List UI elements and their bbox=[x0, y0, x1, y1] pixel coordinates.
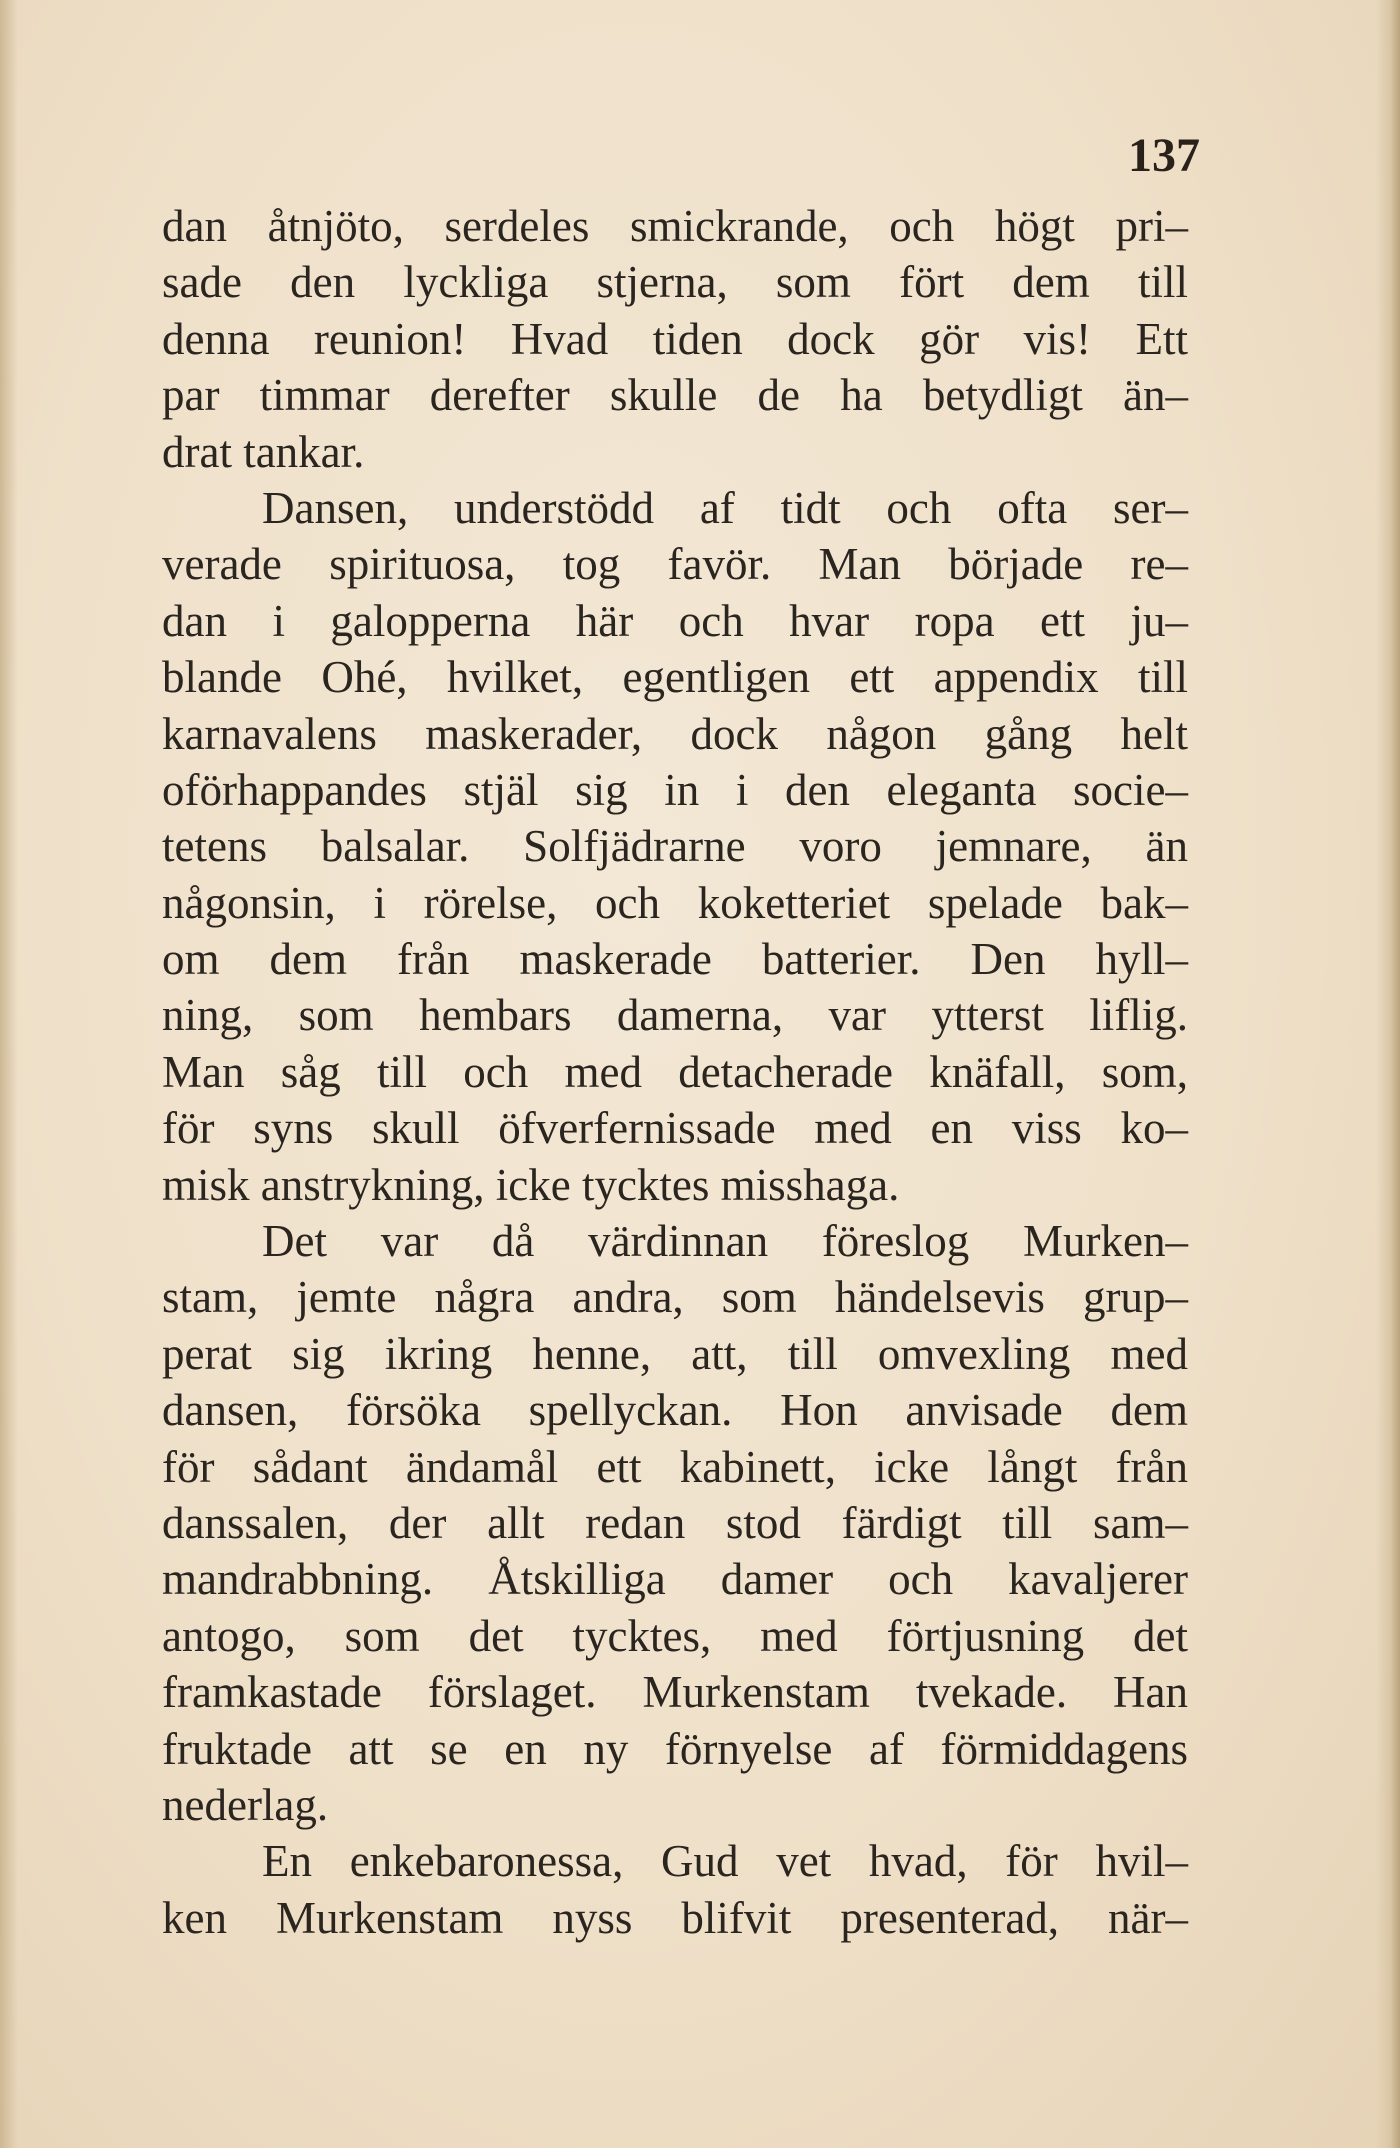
page-number: 137 bbox=[1128, 129, 1200, 182]
text-line: dansen, försöka spellyckan. Hon anvisade dem bbox=[162, 1385, 1188, 1436]
text-line: danssalen, der allt redan stod färdigt till sam– bbox=[162, 1497, 1188, 1548]
text-line: ning, som hembars damerna, var ytterst liflig. bbox=[162, 990, 1188, 1041]
text-line: stam, jemte några andra, som händelsevis grup– bbox=[162, 1272, 1188, 1323]
text-line: mandrabbning. Åtskilliga damer och kavaljerer bbox=[162, 1554, 1188, 1605]
text-line: för syns skull öfverfernissade med en viss ko– bbox=[162, 1103, 1188, 1154]
text-line: par timmar derefter skulle de ha betydligt än– bbox=[162, 370, 1188, 421]
text-line: verade spirituosa, tog favör. Man började re– bbox=[162, 539, 1188, 590]
page-edge-right bbox=[1376, 0, 1400, 2148]
text-line: framkastade förslaget. Murkenstam tvekade. Han bbox=[162, 1667, 1188, 1718]
text-line: Dansen, understödd af tidt och ofta ser– bbox=[262, 482, 1188, 533]
text-line: tetens balsalar. Solfjädrarne voro jemnare, än bbox=[162, 821, 1188, 872]
text-line: Det var då värdinnan föreslog Murken– bbox=[262, 1216, 1188, 1267]
body-text bbox=[162, 198, 1188, 1946]
text-line: fruktade att se en ny förnyelse af förmiddagens bbox=[162, 1723, 1188, 1774]
text-line: någonsin, i rörelse, och koketteriet spelade bak– bbox=[162, 877, 1188, 928]
text-line: drat tankar. bbox=[162, 426, 365, 477]
text-line: om dem från maskerade batterier. Den hyll– bbox=[162, 934, 1188, 985]
text-line: denna reunion! Hvad tiden dock gör vis! Ett bbox=[162, 313, 1188, 364]
text-line: perat sig ikring henne, att, till omvexling med bbox=[162, 1328, 1188, 1379]
text-line: antogo, som det tycktes, med förtjusning det bbox=[162, 1610, 1188, 1661]
text-line: sade den lyckliga stjerna, som fört dem till bbox=[162, 257, 1188, 308]
text-line: dan åtnjöto, serdeles smickrande, och högt pri– bbox=[162, 201, 1188, 251]
text-line: nederlag. bbox=[162, 1779, 329, 1830]
text-line: dan i galopperna här och hvar ropa ett ju– bbox=[162, 595, 1188, 646]
text-line: Man såg till och med detacherade knäfall, som, bbox=[162, 1046, 1188, 1097]
page-edge-left bbox=[0, 0, 18, 2148]
text-line: misk anstrykning, icke tycktes misshaga. bbox=[162, 1159, 900, 1210]
text-line: karnavalens maskerader, dock någon gång helt bbox=[162, 708, 1188, 759]
text-line: En enkebaronessa, Gud vet hvad, för hvil– bbox=[262, 1836, 1188, 1887]
text-line: för sådant ändamål ett kabinett, icke långt från bbox=[162, 1441, 1188, 1492]
text-line: ken Murkenstam nyss blifvit presenterad, när– bbox=[162, 1892, 1188, 1943]
text-line: blande Ohé, hvilket, egentligen ett appendix till bbox=[162, 652, 1188, 703]
text-line: oförhappandes stjäl sig in i den eleganta socie– bbox=[162, 764, 1188, 815]
